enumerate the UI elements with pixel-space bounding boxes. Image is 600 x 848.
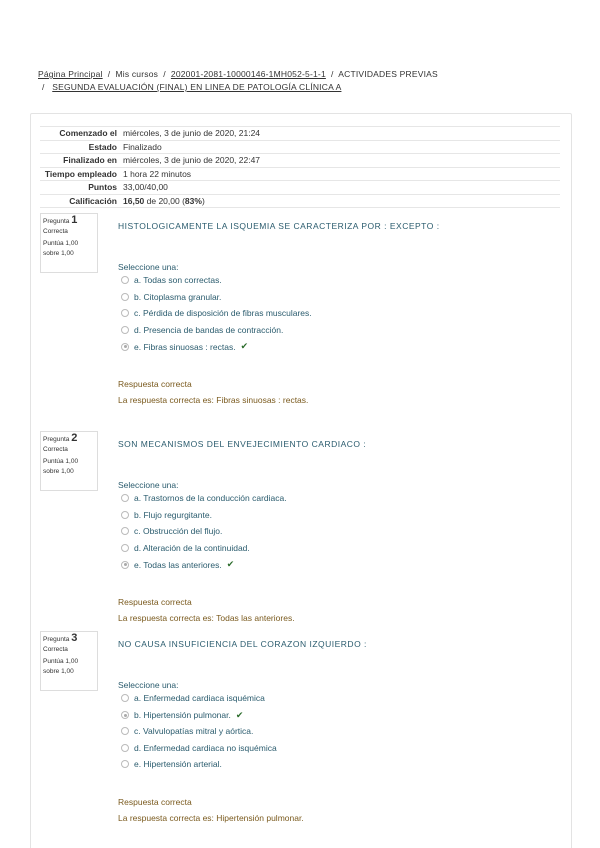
grade-close: ) <box>201 195 205 206</box>
question-state: Correcta <box>43 645 68 653</box>
radio-button[interactable] <box>121 494 129 502</box>
summary-value: miércoles, 3 de junio de 2020, 22:47 <box>120 154 560 168</box>
attempt-summary-table <box>40 126 560 208</box>
question-label: Pregunta <box>43 436 70 443</box>
question-text: NO CAUSA INSUFICIENCIA DEL CORAZON IZQUIERDO : <box>118 639 367 649</box>
summary-value <box>120 194 560 208</box>
radio-button[interactable] <box>121 276 129 284</box>
summary-key: Comenzado el <box>40 127 120 141</box>
question-state: Correcta <box>43 445 68 453</box>
question-number: 1 <box>71 214 78 226</box>
question-number: 3 <box>71 632 78 644</box>
answer-option[interactable] <box>121 510 212 520</box>
breadcrumb <box>38 69 438 79</box>
radio-button[interactable] <box>121 561 129 569</box>
summary-row-grade <box>40 194 560 208</box>
radio-button[interactable] <box>121 293 129 301</box>
summary-row <box>40 127 560 141</box>
correct-answer: La respuesta correcta es: Hipertensión pulmonar. <box>118 813 304 823</box>
option-label: a. Enfermedad cardiaca isquémica <box>134 693 265 703</box>
feedback-status: Respuesta correcta <box>118 379 192 389</box>
breadcrumb-course-link[interactable]: 202001-2081-10000146-1MH052-5-1-1 <box>170 69 326 79</box>
question-info-box <box>40 213 98 273</box>
feedback-status: Respuesta correcta <box>118 797 192 807</box>
checkmark-icon: ✔ <box>226 559 235 569</box>
option-label: d. Alteración de la continuidad. <box>134 542 250 553</box>
breadcrumb-home-link[interactable]: Página Principal <box>38 69 103 79</box>
question-text: HISTOLOGICAMENTE LA ISQUEMIA SE CARACTERIZA POR : EXCEPTO : <box>118 221 440 231</box>
answer-option[interactable] <box>121 341 248 352</box>
radio-button[interactable] <box>121 326 129 334</box>
answer-option[interactable] <box>121 559 234 570</box>
option-label: d. Presencia de bandas de contracción. <box>134 324 284 335</box>
breadcrumb-line-2 <box>42 82 341 92</box>
option-label: b. Citoplasma granular. <box>134 291 222 302</box>
summary-row <box>40 181 560 195</box>
breadcrumb-separator: / <box>42 82 45 92</box>
radio-button[interactable] <box>121 309 129 317</box>
radio-button[interactable] <box>121 694 129 702</box>
checkmark-icon: ✔ <box>235 709 244 720</box>
radio-button[interactable] <box>121 760 129 768</box>
answer-option[interactable] <box>121 693 265 703</box>
question-state: Correcta <box>43 227 68 235</box>
question-score: Puntúa 1,00 sobre 1,00 <box>43 240 79 257</box>
option-label: e. Fibras sinuosas : rectas. <box>134 341 236 352</box>
grade-total: de 20,00 ( <box>144 195 185 206</box>
answer-option[interactable] <box>121 325 283 335</box>
option-label: a. Trastornos de la conducción cardiaca. <box>134 493 287 503</box>
question-info-box <box>40 431 98 491</box>
question-label: Pregunta <box>43 636 70 643</box>
answer-option[interactable] <box>121 526 222 536</box>
option-label: e. Todas las anteriores. <box>134 559 222 570</box>
option-label: d. Enfermedad cardiaca no isquémica <box>134 742 277 753</box>
breadcrumb-quiz-link[interactable]: SEGUNDA EVALUACIÓN (FINAL) EN LINEA DE PATOLOGÍA CLÍNICA A <box>52 82 342 92</box>
checkmark-icon: ✔ <box>240 341 249 351</box>
radio-button[interactable] <box>121 744 129 752</box>
summary-key: Calificación <box>40 194 120 208</box>
breadcrumb-section[interactable]: ACTIVIDADES PREVIAS <box>338 69 438 79</box>
summary-key: Puntos <box>40 181 120 195</box>
breadcrumb-separator: / <box>331 69 334 79</box>
select-prompt: Seleccione una: <box>118 680 179 690</box>
answer-option[interactable] <box>121 743 277 753</box>
answer-option[interactable] <box>121 275 222 285</box>
option-label: c. Pérdida de disposición de fibras musculares. <box>134 308 312 318</box>
correct-answer: La respuesta correcta es: Todas las anteriores. <box>118 613 295 623</box>
grade-percent: 83% <box>184 195 202 206</box>
question-score: Puntúa 1,00 sobre 1,00 <box>43 658 79 675</box>
summary-row <box>40 167 560 181</box>
answer-option[interactable] <box>121 543 250 553</box>
answer-option[interactable] <box>121 710 243 721</box>
grade-score: 16,50 <box>123 195 145 206</box>
answer-option[interactable] <box>121 308 312 318</box>
summary-row <box>40 154 560 168</box>
answer-option[interactable] <box>121 726 253 736</box>
option-label: b. Hipertensión pulmonar. <box>134 710 231 720</box>
select-prompt: Seleccione una: <box>118 262 179 272</box>
summary-key: Tiempo empleado <box>40 167 120 181</box>
answer-option[interactable] <box>121 759 222 769</box>
select-prompt: Seleccione una: <box>118 480 179 490</box>
radio-button[interactable] <box>121 711 129 719</box>
summary-value: 1 hora 22 minutos <box>120 167 560 181</box>
question-label: Pregunta <box>43 218 70 225</box>
question-number: 2 <box>71 432 78 444</box>
option-label: c. Obstrucción del flujo. <box>134 526 223 536</box>
feedback-status: Respuesta correcta <box>118 597 192 607</box>
answer-option[interactable] <box>121 292 221 302</box>
question-score: Puntúa 1,00 sobre 1,00 <box>43 458 79 475</box>
correct-answer: La respuesta correcta es: Fibras sinuosas : rectas. <box>118 395 309 405</box>
breadcrumb-separator: / <box>163 69 166 79</box>
radio-button[interactable] <box>121 527 129 535</box>
radio-button[interactable] <box>121 727 129 735</box>
option-label: e. Hipertensión arterial. <box>134 759 222 769</box>
question-info-box <box>40 631 98 691</box>
summary-value: miércoles, 3 de junio de 2020, 21:24 <box>120 127 560 141</box>
option-label: a. Todas son correctas. <box>134 275 222 285</box>
summary-value: Finalizado <box>120 140 560 154</box>
answer-option[interactable] <box>121 493 287 503</box>
breadcrumb-separator: / <box>107 69 111 79</box>
breadcrumb-courses[interactable]: Mis cursos <box>115 69 159 79</box>
radio-button[interactable] <box>121 343 129 351</box>
option-label: c. Valvulopatías mitral y aórtica. <box>134 726 254 736</box>
option-label: b. Flujo regurgitante. <box>134 509 212 520</box>
radio-button[interactable] <box>121 511 129 519</box>
radio-button[interactable] <box>121 544 129 552</box>
question-text: SON MECANISMOS DEL ENVEJECIMIENTO CARDIACO : <box>118 439 367 449</box>
summary-value: 33,00/40,00 <box>120 181 560 195</box>
summary-key: Estado <box>40 140 120 154</box>
summary-row <box>40 140 560 154</box>
summary-key: Finalizado en <box>40 154 120 168</box>
